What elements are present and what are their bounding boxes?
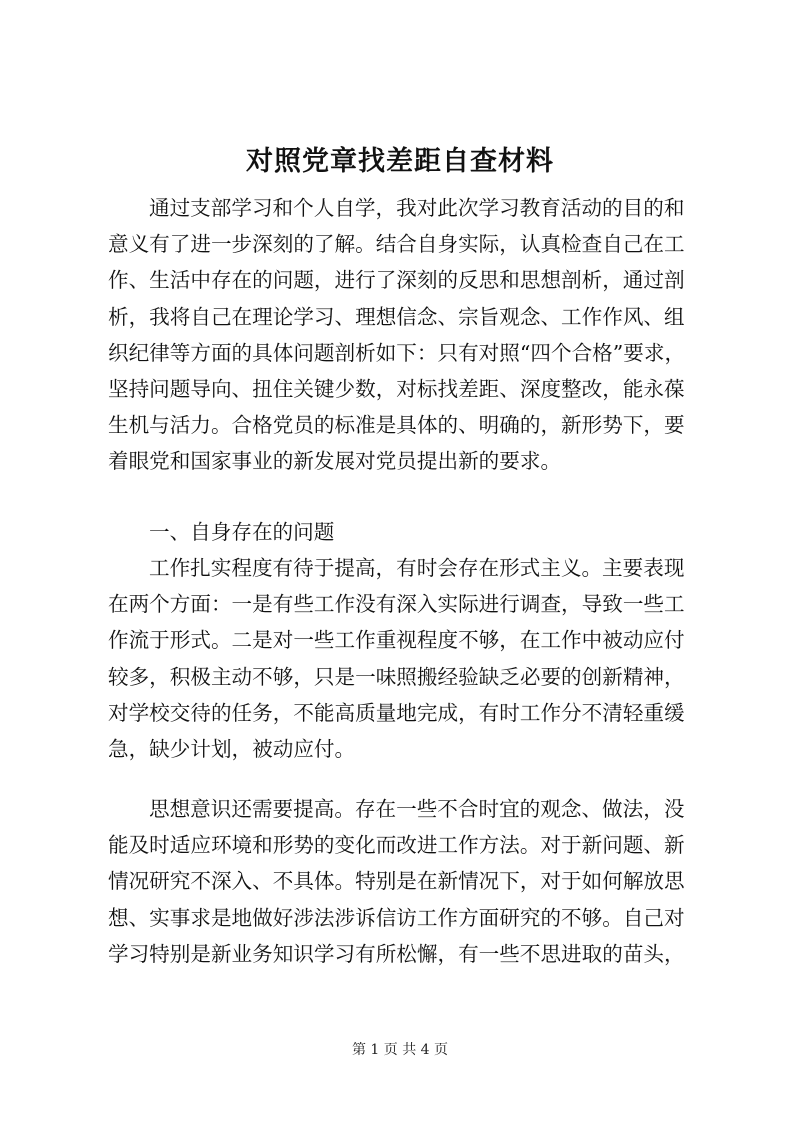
- paragraph-line: 想、实事求是地做好涉法涉诉信访工作方面研究的不够。自己对: [108, 905, 685, 930]
- paragraph-line: 意义有了进一步深刻的了解。结合自身实际，认真检查自己在工: [108, 232, 685, 257]
- paragraph-line: 较多，积极主动不够，只是一味照搬经验缺乏必要的创新精神，: [108, 664, 685, 689]
- paragraph-intro: [108, 190, 704, 480]
- paragraph-line: 坚持问题导向、扭住关键少数，对标找差距、深度整改，能永葆: [108, 376, 685, 401]
- section-heading-text: 一、自身存在的问题: [149, 520, 335, 544]
- document-title: 对照党章找差距自查材料: [246, 146, 554, 177]
- page-number-footer: 第 1 页 共 4 页: [351, 1042, 449, 1058]
- paragraph-line: 生机与活力。合格党员的标准是具体的、明确的，新形势下，要: [108, 413, 685, 438]
- paragraph-work-issues: [108, 550, 704, 767]
- paragraph-line: 学习特别是新业务知识学习有所松懈，有一些不思进取的苗头，: [108, 941, 685, 966]
- paragraph-line: 着眼党和国家事业的新发展对党员提出新的要求。: [108, 449, 562, 474]
- paragraph-line: 情况研究不深入、不具体。特别是在新情况下，对于如何解放思: [108, 869, 685, 894]
- paragraph-line: 在两个方面：一是有些工作没有深入实际进行调查，导致一些工: [108, 592, 685, 617]
- paragraph-line: 析，我将自己在理论学习、理想信念、宗旨观念、工作作风、组: [108, 304, 685, 329]
- paragraph-line: 能及时适应环境和形势的变化而改进工作方法。对于新问题、新: [108, 833, 685, 858]
- paragraph-line: 工作扎实程度有待于提高，有时会存在形式主义。主要表现: [149, 556, 685, 580]
- section-heading: [108, 514, 704, 550]
- paragraph-thinking-issues: [108, 791, 704, 972]
- paragraph-line: 通过支部学习和个人自学，我对此次学习教育活动的目的和: [149, 196, 685, 220]
- paragraph-line: 思想意识还需要提高。存在一些不合时宜的观念、做法，没: [149, 797, 685, 821]
- paragraph-line: 急，缺少计划，被动应付。: [108, 736, 356, 761]
- paragraph-line: 作流于形式。二是对一些工作重视程度不够，在工作中被动应付: [108, 628, 685, 653]
- paragraph-line: 织纪律等方面的具体问题剖析如下：只有对照“四个合格”要求，: [108, 340, 686, 365]
- paragraph-line: 作、生活中存在的问题，进行了深刻的反思和思想剖析，通过剖: [108, 268, 685, 293]
- paragraph-line: 对学校交待的任务，不能高质量地完成，有时工作分不清轻重缓: [108, 700, 685, 725]
